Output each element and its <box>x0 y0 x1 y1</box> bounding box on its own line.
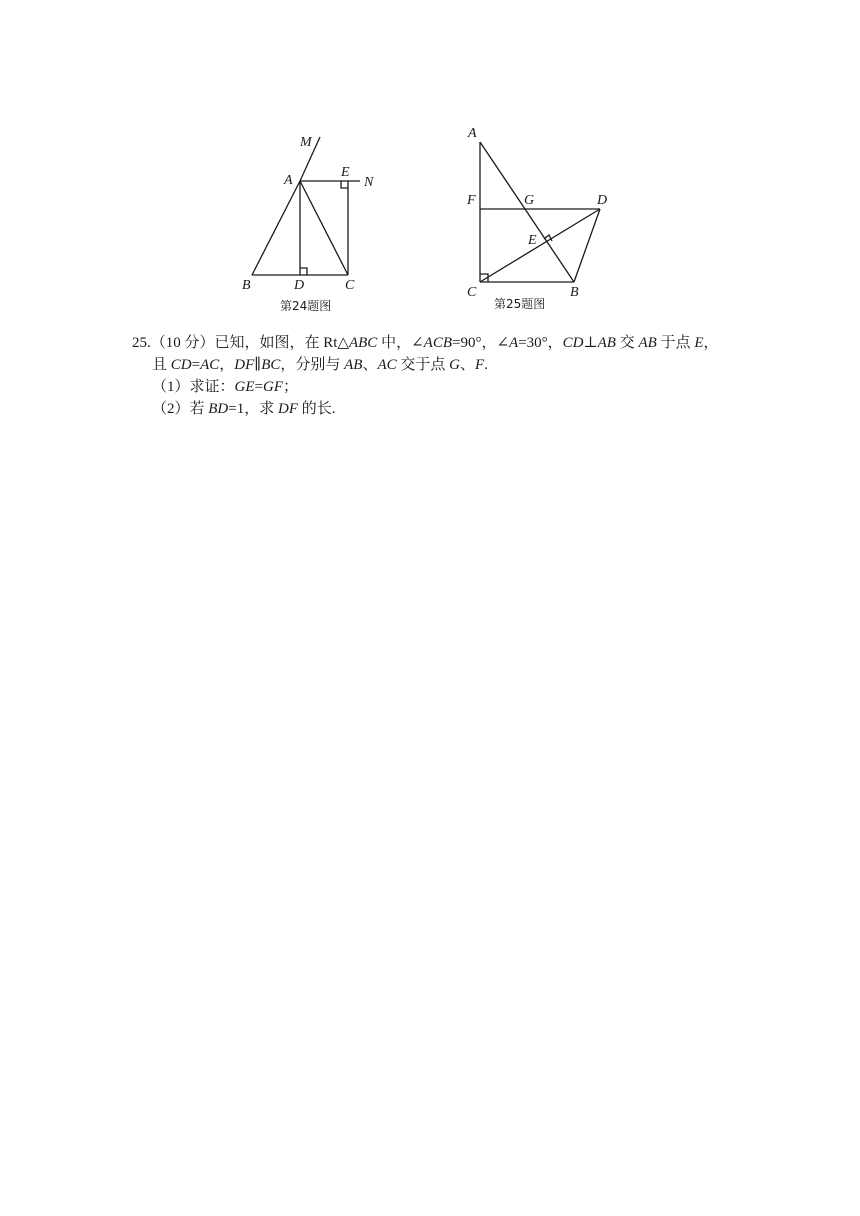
text-segment: =90°，∠ <box>452 335 510 351</box>
math-var: ACB <box>423 335 452 351</box>
label-F: F <box>467 193 476 208</box>
math-var: CD <box>170 357 192 373</box>
label-C: C <box>467 285 477 300</box>
label-M: M <box>300 135 312 150</box>
label-A: A <box>284 173 293 188</box>
math-var: AB <box>638 335 657 351</box>
text-segment: 中，∠ <box>377 335 424 351</box>
text-segment: 于点 <box>656 335 695 351</box>
math-var: A <box>509 335 519 351</box>
text-segment: ； <box>282 379 298 395</box>
math-var: AB <box>597 335 616 351</box>
math-var: CD <box>562 335 584 351</box>
text-segment: （1）求证： <box>152 379 235 395</box>
text-segment: ∥ <box>254 357 262 373</box>
label-C: C <box>345 278 355 293</box>
line-DB <box>574 209 600 282</box>
figure-25 <box>460 120 620 320</box>
math-var: ABC <box>348 335 378 351</box>
line-AC <box>300 181 348 275</box>
math-var: AC <box>377 357 397 373</box>
line-AB <box>480 142 574 282</box>
label-D: D <box>597 193 608 208</box>
math-var: DF <box>277 401 298 417</box>
text-segment: =30°， <box>518 335 563 351</box>
text-segment: ， <box>703 335 719 351</box>
label-G: G <box>524 193 535 208</box>
figure-24-diagram <box>230 120 390 320</box>
text-segment: = <box>254 379 263 395</box>
text-segment: = <box>191 357 201 373</box>
right-angle-mark-D <box>300 268 307 275</box>
math-var: DF <box>234 357 255 373</box>
math-var: BD <box>208 401 229 417</box>
math-var: GE <box>234 379 255 395</box>
math-var: G <box>449 357 461 373</box>
math-var: E <box>694 335 704 351</box>
label-B: B <box>570 285 579 300</box>
figure-24-caption: 第24题图 <box>280 299 332 313</box>
text-segment: ， <box>219 357 235 373</box>
problem-part-2 <box>132 398 772 420</box>
figure-25-caption: 第25题图 <box>494 297 546 311</box>
problem-statement-line-1 <box>132 332 772 354</box>
text-segment: （2）若 <box>152 401 209 417</box>
text-segment: . <box>484 357 488 373</box>
line-CD <box>480 209 600 282</box>
problem-number: 25. <box>132 335 151 351</box>
math-var: BC <box>261 357 281 373</box>
right-angle-mark-E <box>341 181 348 188</box>
label-E: E <box>341 165 350 180</box>
text-segment: 、 <box>362 357 378 373</box>
line-AB <box>252 181 300 275</box>
problem-part-1 <box>132 376 772 398</box>
text-segment: 的长. <box>297 401 336 417</box>
math-var: F <box>475 357 485 373</box>
problem-statement-line-2 <box>132 354 772 376</box>
text-segment: ，分别与 <box>280 357 345 373</box>
text-segment: 且 <box>152 357 171 373</box>
label-N: N <box>364 175 374 190</box>
label-D: D <box>294 278 305 293</box>
text-segment: 已知，如图，在 Rt△ <box>214 335 349 351</box>
label-E: E <box>528 233 537 248</box>
figure-24 <box>230 120 390 320</box>
text-segment: 交于点 <box>396 357 450 373</box>
figure-25-diagram <box>460 120 620 320</box>
problem-25 <box>132 332 772 420</box>
label-B: B <box>242 278 251 293</box>
text-segment: 、 <box>460 357 476 373</box>
text-segment: =1，求 <box>228 401 278 417</box>
label-A: A <box>468 126 477 141</box>
problem-score: （10 分） <box>150 335 215 351</box>
math-var: GF <box>262 379 283 395</box>
math-var: AB <box>344 357 363 373</box>
text-segment: 交 <box>615 335 639 351</box>
math-var: AC <box>200 357 220 373</box>
text-segment: ⊥ <box>583 335 598 351</box>
